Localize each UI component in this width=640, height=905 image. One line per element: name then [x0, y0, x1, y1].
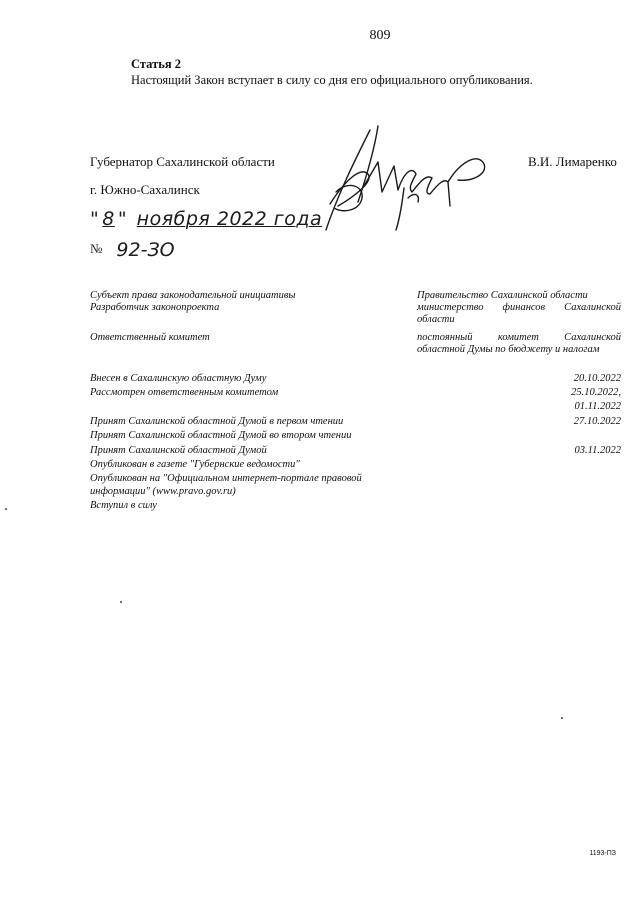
- reviewed-date-2: 01.11.2022: [574, 401, 621, 412]
- developer-label: Разработчик законопроекта: [90, 302, 220, 313]
- scan-artifact: [5, 508, 7, 510]
- published-portal-label-2: информации" (www.pravo.gov.ru): [90, 486, 236, 497]
- committee-value: постоянный комитет Сахалинской областной Думы по бюджету и налогам: [417, 332, 621, 355]
- second-reading-label: Принят Сахалинской областной Думой во втором чтении: [90, 430, 352, 441]
- law-number-line: [90, 239, 175, 261]
- reviewed-label: Рассмотрен ответственным комитетом: [90, 387, 279, 398]
- article-title: Статья 2: [131, 57, 181, 71]
- reviewed-date-1: 25.10.2022,: [571, 387, 621, 398]
- first-reading-date: 27.10.2022: [573, 416, 621, 427]
- handwritten-date: [90, 208, 325, 230]
- date-quote-close: ": [117, 208, 128, 230]
- number-sign: №: [90, 241, 103, 256]
- published-portal-label-1: Опубликован на "Официальном интернет-портале правовой: [90, 473, 362, 484]
- law-number: 92-ЗО: [116, 239, 175, 261]
- date-day: 8: [102, 208, 115, 230]
- introduced-label: Внесен в Сахалинскую областную Думу: [90, 373, 267, 384]
- developer-value: министерство финансов Сахалинской области: [417, 302, 621, 325]
- signature-icon: [308, 122, 508, 242]
- city: г. Южно-Сахалинск: [90, 182, 200, 197]
- scan-artifact: [561, 717, 563, 719]
- footer-code: 1193-ПЗ: [589, 850, 616, 857]
- adopted-date: 03.11.2022: [574, 445, 621, 456]
- adopted-label: Принят Сахалинской областной Думой: [90, 445, 267, 456]
- governor-title: Губернатор Сахалинской области: [90, 154, 275, 169]
- subject-value: Правительство Сахалинской области: [417, 290, 588, 301]
- page-number: 809: [369, 28, 391, 43]
- date-quote-open: ": [90, 208, 100, 230]
- subject-label: Субъект права законодательной инициативы: [90, 290, 296, 301]
- published-gazette-label: Опубликован в газете "Губернские ведомости": [90, 459, 300, 470]
- article-text: Настоящий Закон вступает в силу со дня его официального опубликования.: [131, 73, 533, 87]
- introduced-date: 20.10.2022: [573, 373, 621, 384]
- governor-name: В.И. Лимаренко: [528, 154, 617, 169]
- date-month-year: ноября 2022 года: [136, 208, 323, 230]
- entered-force-label: Вступил в силу: [90, 500, 157, 511]
- committee-label: Ответственный комитет: [90, 332, 210, 343]
- scan-artifact: [120, 601, 122, 603]
- first-reading-label: Принят Сахалинской областной Думой в первом чтении: [90, 416, 344, 427]
